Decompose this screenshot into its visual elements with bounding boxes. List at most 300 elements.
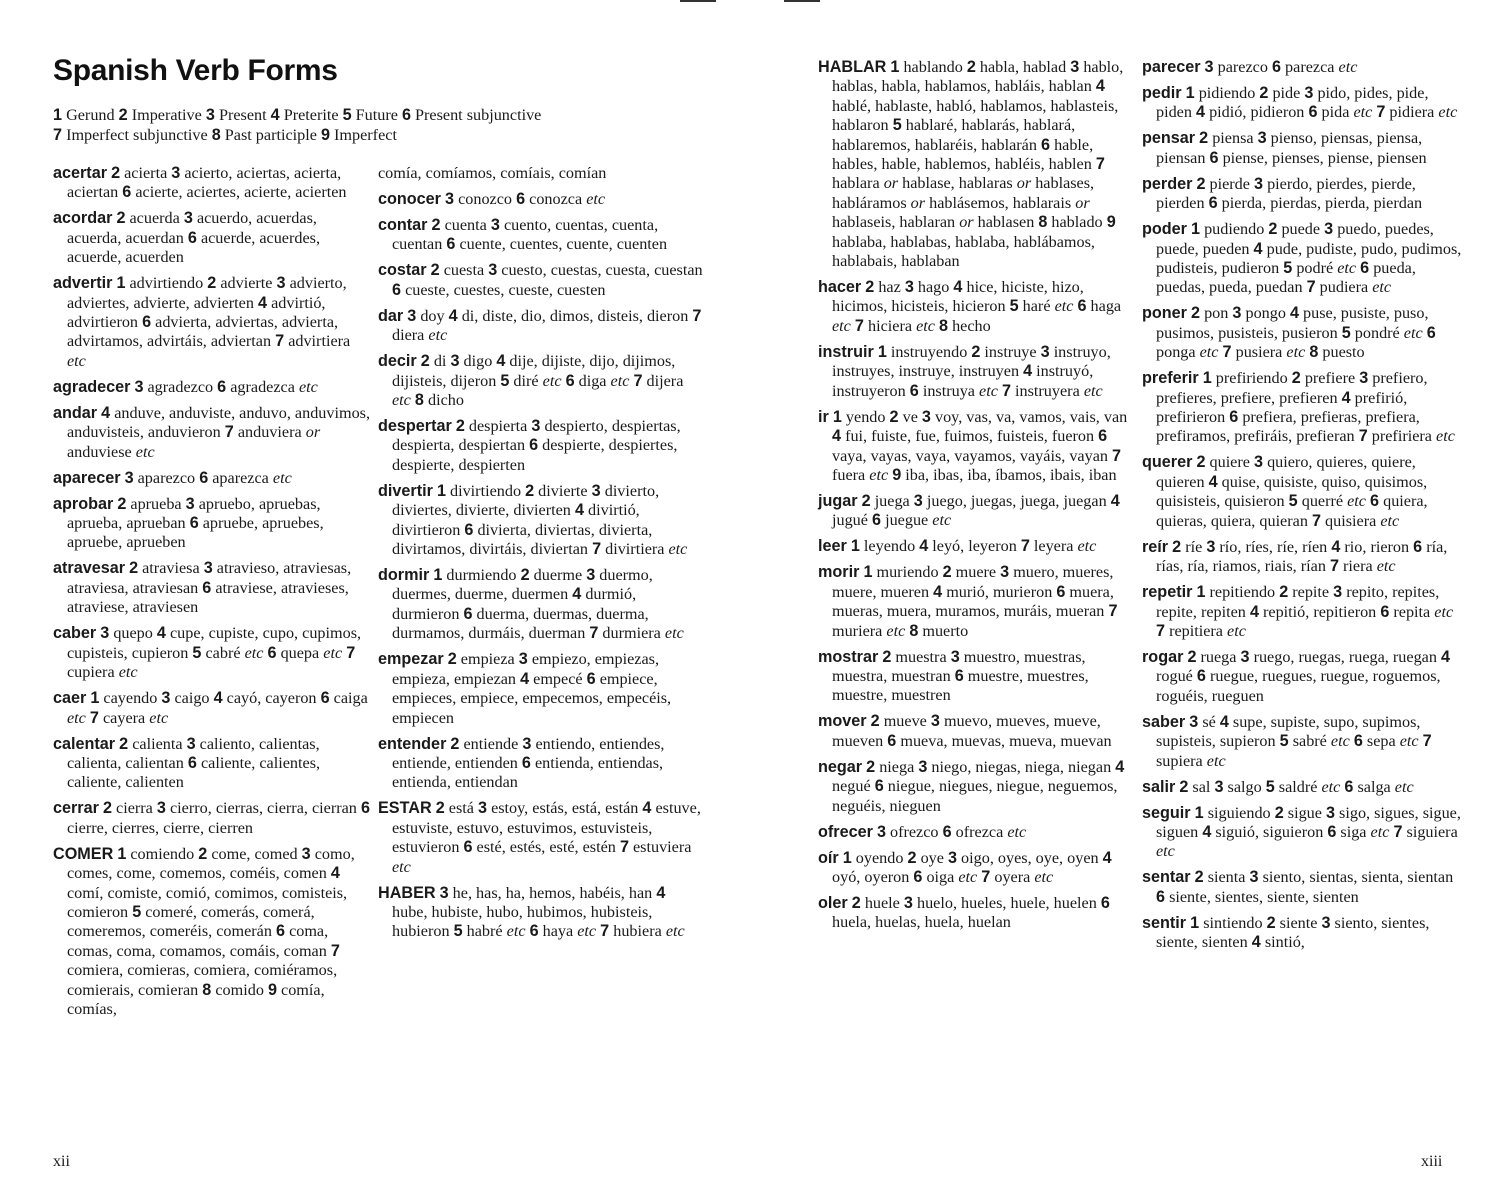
tense-number: 4: [933, 582, 943, 601]
verb-headword: leer: [818, 537, 847, 556]
etc-label: etc: [1083, 381, 1103, 400]
tense-number: 3: [1324, 220, 1334, 239]
tense-number: 2: [1196, 453, 1206, 472]
verb-headword: salir: [1142, 777, 1176, 796]
verb-headword: costar: [378, 261, 427, 280]
verb-headword: dormir: [378, 566, 430, 585]
tense-number: 6: [320, 689, 330, 708]
etc-label: etc: [577, 922, 597, 941]
verb-headword: sentar: [1142, 868, 1191, 887]
verb-headword: andar: [53, 403, 98, 422]
verb-form: despierto, despiertas, despierta, despiertan: [392, 417, 681, 455]
tense-number: 6: [1100, 893, 1110, 912]
verb-form: cuenta: [444, 216, 487, 234]
tense-label: Imperative: [131, 106, 202, 124]
etc-label: etc: [665, 922, 685, 941]
verb-headword: saber: [1142, 712, 1186, 731]
tense-number: 6: [202, 578, 212, 597]
verb-form: oyendo: [855, 848, 904, 867]
tense-number: 4: [953, 278, 963, 297]
verb-form: siguiendo: [1207, 803, 1271, 822]
verb-form: hablases, habláramos: [832, 174, 1095, 212]
tense-number: 3: [439, 883, 449, 902]
verb-form: repitiendo: [1209, 583, 1276, 602]
verb-form: he, has, ha, hemos, habéis, han: [452, 883, 653, 902]
tense-number: 7: [1020, 537, 1030, 556]
verb-headword: perder: [1142, 174, 1193, 193]
etc-label: etc: [244, 643, 264, 662]
verb-form: siga: [1340, 822, 1367, 841]
verb-form: leyendo: [863, 537, 916, 556]
tense-number: 7: [1156, 621, 1166, 640]
verb-headword: empezar: [378, 650, 444, 669]
verb-form: repite: [1292, 583, 1330, 602]
tense-number: 3: [904, 278, 914, 297]
verb-entry: [1142, 175, 1462, 214]
tense-number: 2: [882, 647, 892, 666]
verb-form: niega: [879, 757, 915, 776]
verb-entry: [818, 823, 1130, 842]
tense-number: 7: [692, 306, 702, 325]
verb-entry: [53, 469, 371, 488]
etc-label: etc: [1338, 58, 1358, 76]
verb-form: siguió, siguieron: [1215, 822, 1324, 841]
tense-number: 2: [198, 844, 208, 863]
verb-headword: caber: [53, 624, 97, 643]
verb-form: niego, niegas, niega, niegan: [931, 757, 1112, 776]
verb-form: hablo, hablas, habla, hablamos, habláis, hablan: [832, 58, 1124, 96]
tense-number: 3: [913, 491, 923, 510]
tense-number: 3: [1359, 369, 1369, 388]
verb-form: muerto: [922, 621, 969, 640]
verb-form: durmiendo: [446, 566, 517, 585]
tense-number: 8: [939, 316, 949, 335]
verb-form: habré: [466, 922, 503, 941]
tense-number: 4: [574, 501, 584, 520]
verb-entry: [1142, 84, 1462, 123]
verb-form: repitiera: [1169, 621, 1223, 640]
tense-number: 6: [187, 753, 197, 772]
verb-form: estoy, estás, está, están: [491, 799, 639, 818]
verb-form: siente: [1279, 913, 1318, 932]
tense-number: 4: [1331, 537, 1341, 556]
verb-form: hablase, hablaras: [902, 174, 1013, 193]
verb-entry: [53, 845, 371, 1020]
verb-headword: poner: [1142, 304, 1187, 323]
verb-headword: oler: [818, 893, 848, 912]
tense-number: 3: [124, 468, 134, 487]
verb-entry: [378, 566, 703, 644]
tense-number: 5: [892, 116, 902, 135]
tense-number: 6: [1353, 732, 1363, 751]
tense-number: 4: [1253, 239, 1263, 258]
tense-number: 2: [118, 106, 128, 124]
verb-form: hiciera: [867, 316, 913, 335]
verb-form: estuviera: [633, 838, 692, 857]
verb-form: pudiendo: [1204, 220, 1265, 239]
verb-form: conozca: [529, 190, 583, 208]
tense-number: 2: [111, 164, 121, 182]
verb-entry: [1142, 304, 1462, 362]
verb-form: instruyo, instruyes, instruye, instruyen: [832, 342, 1111, 381]
right-page: [750, 0, 1500, 1202]
etc-label: etc: [428, 326, 448, 345]
verb-form: pudiera: [1319, 278, 1369, 297]
tense-number: 2: [1279, 583, 1289, 602]
tense-number: 7: [1112, 446, 1122, 465]
verb-form: entiende: [463, 734, 519, 753]
verb-entry: [1142, 220, 1462, 298]
etc-label: etc: [916, 316, 935, 335]
verb-form: prefiriendo: [1215, 369, 1288, 388]
verb-form: atravieso, atraviesas, atraviesa, atraviesan: [67, 559, 352, 597]
tense-number: 6: [1380, 602, 1390, 621]
tense-number: 2: [455, 417, 465, 436]
verb-form: aparezco: [137, 468, 196, 487]
tense-number: 4: [1251, 933, 1261, 952]
verb-form: cabré: [205, 643, 241, 662]
verb-form: apruebe, apruebes, apruebe, aprueben: [67, 514, 324, 552]
etc-label: etc: [1399, 732, 1419, 751]
tense-number: 9: [320, 125, 330, 144]
verb-entry: [1142, 538, 1462, 577]
verb-form: despierte, despiertes, despierte, despierten: [392, 436, 678, 474]
verb-form: caliente, calientes, caliente, calienten: [67, 753, 321, 792]
tense-number: 3: [1204, 58, 1214, 76]
verb-form: quiere: [1209, 453, 1250, 472]
etc-label: etc: [586, 190, 606, 208]
verb-entry: [378, 216, 703, 255]
verb-form: voy, vas, va, vamos, vais, van: [934, 407, 1128, 426]
verb-headword: HABLAR: [818, 58, 887, 76]
verb-headword: cerrar: [53, 799, 99, 818]
verb-form: rogué: [1156, 667, 1193, 686]
verb-headword: ESTAR: [378, 799, 432, 818]
etc-label: etc: [392, 857, 411, 876]
verb-form: hube, hubiste, hubo, hubimos, hubisteis, hubieron: [392, 902, 653, 941]
verb-form: puede: [1281, 220, 1321, 239]
verb-form: haga: [1090, 297, 1122, 316]
verb-headword: morir: [818, 563, 860, 582]
tense-number: 6: [446, 235, 456, 254]
verb-column-4: [1142, 58, 1462, 959]
verb-form: hablasen: [977, 213, 1035, 232]
tense-number: 1: [1190, 913, 1200, 932]
verb-entry: [53, 404, 371, 462]
verb-form: esté, estés, esté, estén: [476, 838, 616, 857]
verb-form: puesto: [1322, 343, 1365, 362]
verb-form: durmió, durmieron: [392, 585, 637, 623]
tense-number: 7: [275, 332, 285, 351]
verb-headword: reír: [1142, 537, 1169, 556]
tense-number: 1: [863, 563, 873, 582]
etc-label: etc: [135, 442, 155, 461]
verb-entry: [378, 735, 703, 793]
verb-form: hablé, hablaste, habló, hablamos, hablasteis, hablaron: [832, 96, 1119, 135]
verb-form: acuerda: [129, 209, 180, 228]
tense-number: 6: [1196, 667, 1206, 686]
verb-form: pidió, pidieron: [1209, 103, 1305, 122]
verb-form: duerma, duermas, duerma, durmamos, durmáis, duerman: [392, 604, 649, 643]
verb-form: quiera, quieras, quiera, quieran: [1156, 492, 1428, 530]
verb-headword: aparecer: [53, 468, 121, 487]
tense-number: 1: [1194, 803, 1204, 822]
verb-form: cuesta: [443, 261, 485, 280]
verb-entry: [53, 799, 371, 838]
verb-form: comiendo: [130, 844, 195, 863]
verb-form: muriera: [832, 621, 883, 640]
verb-form: habla, hablad: [979, 58, 1067, 76]
verb-form: hablaba, hablabas, hablaba, hablábamos, hablabais, hablaban: [832, 232, 1095, 271]
tense-number: 7: [89, 708, 99, 727]
etc-label: etc: [118, 663, 138, 682]
verb-form: di, diste, dio, dimos, disteis, dieron: [461, 306, 689, 325]
tense-number: 5: [1009, 297, 1019, 316]
verb-form: oyera: [994, 867, 1031, 886]
verb-entry: [1142, 778, 1462, 797]
tense-number: 7: [600, 922, 610, 941]
tense-number: 2: [1179, 777, 1189, 796]
or-label: or: [1075, 193, 1090, 212]
verb-form: sepa: [1366, 732, 1396, 751]
etc-label: etc: [886, 621, 906, 640]
tense-number: 6: [1360, 259, 1370, 278]
tense-number: 6: [464, 520, 474, 539]
verb-headword: atravesar: [53, 559, 126, 578]
tense-number: 3: [1254, 174, 1264, 193]
verb-form: muriendo: [876, 563, 939, 582]
tense-number: 6: [565, 371, 575, 390]
verb-form: duerme: [533, 566, 583, 585]
tense-number: 6: [1156, 887, 1166, 906]
verb-entry: [1142, 58, 1462, 77]
tense-number: 4: [1289, 304, 1299, 323]
verb-form: prefiriera: [1371, 427, 1432, 446]
verb-form: doy: [420, 306, 445, 325]
verb-form: ruega: [1200, 647, 1237, 666]
verb-form: siguiera: [1406, 822, 1458, 841]
verb-form: cayó, cayeron: [226, 689, 317, 708]
tense-number: 3: [876, 822, 886, 841]
verb-form: divierte: [538, 481, 588, 500]
verb-form: cupiera: [67, 663, 115, 682]
tense-number: 4: [448, 306, 458, 325]
verb-form: prefiero, prefieres, prefiere, prefieren: [1156, 369, 1428, 407]
tense-number: 8: [909, 621, 919, 640]
tense-number: 3: [488, 261, 498, 280]
verb-form: advirtiendo: [129, 274, 204, 293]
tense-number: 1: [850, 537, 860, 556]
verb-headword: caer: [53, 689, 87, 708]
verb-headword: instruir: [818, 342, 874, 361]
verb-form: divierta, diviertas, divierta, divirtamos, divirtáis, diviertan: [392, 520, 653, 559]
verb-entry: [1142, 129, 1462, 168]
verb-headword: contar: [378, 216, 428, 234]
tense-number: 4: [919, 537, 929, 556]
etc-label: etc: [664, 624, 684, 643]
tense-number: 4: [1102, 848, 1112, 867]
verb-form: pueda, puedas, pueda, puedan: [1156, 259, 1416, 297]
verb-entry: [818, 758, 1130, 816]
tense-number: 4: [101, 403, 111, 422]
verb-form: advierta, adviertas, advierta, advirtamos, advirtáis, adviertan: [67, 313, 339, 351]
entry-continuation: comía, comíamos, comíais, comían: [378, 164, 607, 182]
verb-headword: oír: [818, 848, 839, 867]
verb-form: pienso, piensas, piensa, piensan: [1156, 129, 1423, 167]
page-number-left: xii: [53, 1153, 70, 1170]
tense-number: 3: [1000, 563, 1010, 582]
tense-number: 3: [903, 893, 913, 912]
verb-headword: conocer: [378, 190, 441, 208]
verb-headword: sentir: [1142, 913, 1187, 932]
verb-form: anduve, anduviste, anduvo, anduvimos, anduvisteis, anduvieron: [67, 403, 371, 442]
verb-form: rio, rieron: [1344, 537, 1410, 556]
verb-form: pidiendo: [1198, 84, 1256, 102]
tense-number: 6: [199, 468, 209, 487]
verb-entry: [378, 261, 703, 300]
verb-form: muestra: [895, 647, 947, 666]
tense-label: Preterite: [283, 106, 339, 124]
tense-number: 7: [1311, 511, 1321, 530]
tense-number: 8: [202, 980, 212, 999]
tense-number: 6: [909, 381, 919, 400]
etc-label: etc: [67, 351, 86, 370]
verb-form: haya: [542, 922, 574, 941]
tense-number: 5: [1341, 323, 1351, 342]
verb-form: instruye: [984, 342, 1037, 361]
tense-number: 2: [851, 893, 861, 912]
tense-number: 3: [918, 757, 928, 776]
etc-label: etc: [1394, 777, 1414, 796]
tense-number: 2: [435, 799, 445, 818]
verb-form: sigue: [1287, 803, 1322, 822]
verb-form: juega: [874, 491, 910, 510]
tense-label: Present subjunctive: [415, 106, 542, 124]
verb-form: saldré: [1278, 777, 1318, 796]
etc-label: etc: [1438, 103, 1458, 122]
verb-form: divirtió, divirtieron: [392, 501, 640, 539]
verb-form: aparezca: [212, 468, 269, 487]
verb-form: jugué: [832, 511, 868, 530]
tense-number: 2: [520, 566, 530, 585]
verb-entry: [378, 352, 703, 410]
verb-form: vaya, vayas, vaya, vayamos, vayáis, vayan: [832, 446, 1108, 465]
verb-entry: [53, 274, 371, 371]
verb-form: pongo: [1245, 304, 1286, 323]
tense-number: 2: [525, 481, 535, 500]
etc-label: etc: [1380, 511, 1400, 530]
page-number-right: xiii: [1421, 1153, 1443, 1170]
verb-form: quiero, quieres, quiere, quieren: [1156, 453, 1416, 491]
tense-number: 5: [192, 643, 202, 662]
tense-number: 2: [117, 494, 127, 513]
tense-number: 4: [258, 293, 268, 312]
verb-form: instruyó, instruyeron: [832, 362, 1094, 400]
verb-form: huela, huelas, huela, huelan: [832, 913, 1011, 932]
verb-form: pido, pides, pide, piden: [1156, 84, 1429, 122]
verb-form: dicho: [427, 391, 464, 410]
verb-form: cuento, cuentas, cuenta, cuentan: [392, 216, 659, 254]
page-title: Spanish Verb Forms: [53, 54, 338, 87]
tense-number: 2: [1274, 803, 1284, 822]
verb-headword: negar: [818, 757, 863, 776]
verb-form: siento, sientas, sienta, sientan: [1262, 868, 1454, 887]
tense-number: 1: [436, 481, 446, 500]
etc-label: etc: [506, 922, 526, 941]
verb-form: iba, ibas, iba, íbamos, ibais, iban: [905, 465, 1117, 484]
etc-label: etc: [1206, 751, 1226, 770]
tense-number: 6: [913, 867, 923, 886]
tense-number: 2: [1268, 220, 1278, 239]
tense-number: 2: [431, 216, 441, 234]
tense-number: 5: [1265, 777, 1275, 796]
tense-number: 2: [450, 734, 460, 753]
verb-form: niegue, niegues, niegue, neguemos, neguéis, nieguen: [832, 777, 1118, 815]
verb-form: muere: [955, 563, 997, 582]
etc-label: etc: [1403, 323, 1423, 342]
tense-number: 6: [189, 514, 199, 533]
verb-form: mueve: [883, 712, 927, 731]
verb-form: advirtiera: [288, 332, 351, 351]
etc-label: etc: [298, 377, 318, 396]
verb-form: calienta: [132, 734, 183, 753]
verb-headword: pensar: [1142, 129, 1196, 148]
tense-number: 7: [224, 423, 234, 442]
tense-number: 7: [53, 125, 63, 144]
tense-number: 4: [270, 106, 280, 124]
tense-number: 7: [1108, 602, 1118, 621]
tense-number: 2: [1191, 304, 1201, 323]
tense-number: 8: [211, 125, 221, 144]
verb-form: aprueba: [130, 494, 182, 513]
verb-form: riera: [1343, 557, 1373, 576]
verb-entry: [53, 735, 371, 793]
verb-form: anduviese: [67, 442, 132, 461]
tense-number: 2: [942, 563, 952, 582]
or-label: or: [883, 174, 899, 193]
verb-form: ve: [902, 407, 918, 426]
tense-number: 2: [865, 278, 875, 297]
verb-column-2: [378, 164, 703, 948]
etc-label: etc: [610, 371, 630, 390]
tense-number: 2: [129, 559, 139, 578]
tense-number: 4: [1202, 822, 1212, 841]
verb-headword: ir: [818, 407, 829, 426]
verb-entry: [378, 417, 703, 475]
tense-number: 6: [521, 753, 531, 772]
verb-form: pidiera: [1389, 103, 1435, 122]
verb-entry: [1142, 804, 1462, 862]
verb-headword: querer: [1142, 453, 1193, 472]
verb-form: repito, repites, repite, repiten: [1156, 583, 1440, 621]
verb-form: fui, fuiste, fue, fuimos, fuisteis, fueron: [845, 427, 1095, 446]
tense-number: 2: [420, 352, 430, 371]
verb-form: comía, comías,: [67, 980, 325, 1018]
verb-entry: [818, 278, 1130, 336]
verb-form: comeré, comerás, comerá, comeremos, comeréis, comerán: [67, 902, 315, 941]
etc-label: etc: [1330, 732, 1350, 751]
tense-number: 4: [1095, 77, 1105, 96]
verb-form: quepa: [280, 643, 320, 662]
verb-headword: seguir: [1142, 803, 1191, 822]
tense-number: 3: [171, 164, 181, 182]
verb-entry: [53, 495, 371, 553]
verb-form: sintiendo: [1203, 913, 1263, 932]
tense-number: 1: [116, 274, 126, 293]
tense-number: 2: [119, 734, 129, 753]
etc-label: etc: [323, 643, 343, 662]
verb-form: piensa: [1212, 129, 1254, 148]
